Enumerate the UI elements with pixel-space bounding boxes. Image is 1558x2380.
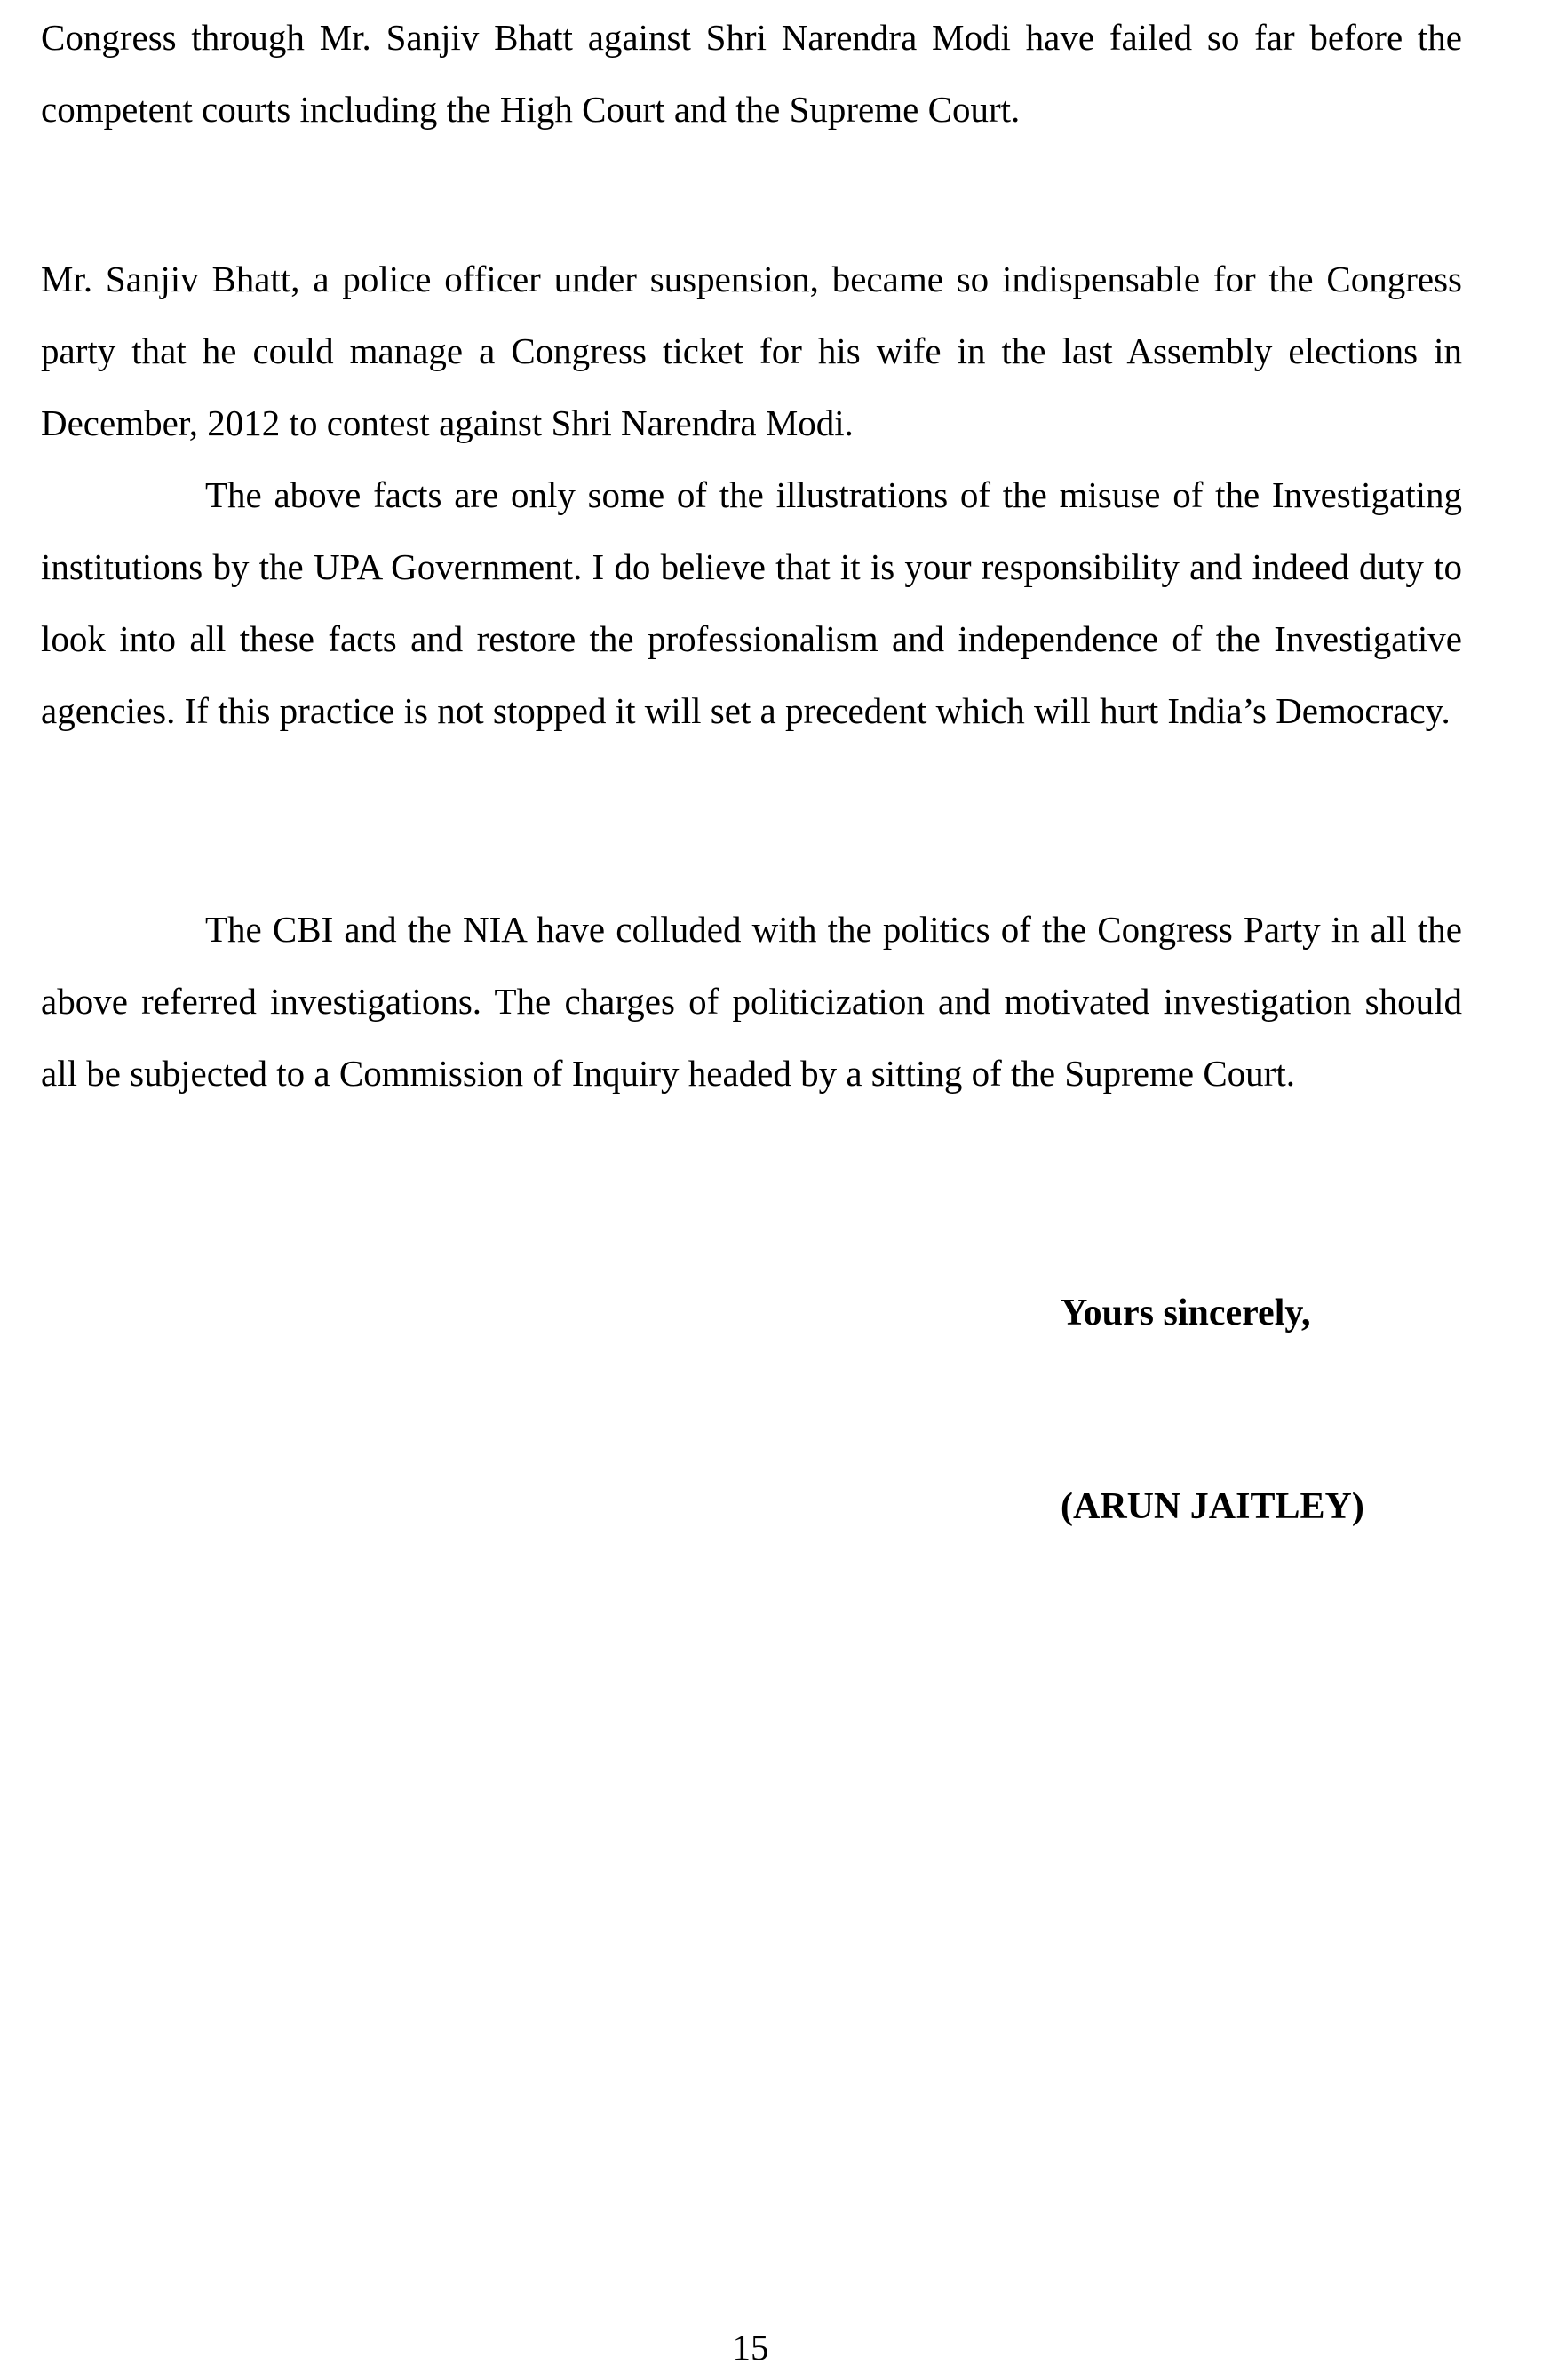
paragraph-continuation: Congress through Mr. Sanjiv Bhatt against Shri Narendra Modi have failed so far before the competent courts including the High Court and the Supreme Court. — [41, 17, 1462, 130]
letter-closing: Yours sincerely, — [1061, 1293, 1311, 1333]
paragraph-commission-of-inquiry: The CBI and the NIA have colluded with the politics of the Congress Party in all the above referred investigations. The charges of politicization and motivated investigation should all be subjected to a Commission of Inquiry headed by a sitting of the Supreme Court. — [41, 909, 1462, 1094]
page-number: 15 — [732, 2327, 769, 2368]
paragraph-misuse-of-institutions: The above facts are only some of the illustrations of the misuse of the Investigating institutions by the UPA Government. I do believe that it is your responsibility and indeed duty to look into all these facts and restore the professionalism and independence of the Investigative agencies. If this practice is not stopped it will set a precedent which will hurt India’s Democracy. — [41, 474, 1462, 731]
paragraph-sanjiv-bhatt: Mr. Sanjiv Bhatt, a police officer under suspension, became so indispensable for the Congress party that he could manage a Congress ticket for his wife in the last Assembly elections in December, 2012 to contest against Shri Narendra Modi. — [41, 259, 1462, 443]
signature-name: (ARUN JAITLEY) — [1061, 1486, 1364, 1527]
